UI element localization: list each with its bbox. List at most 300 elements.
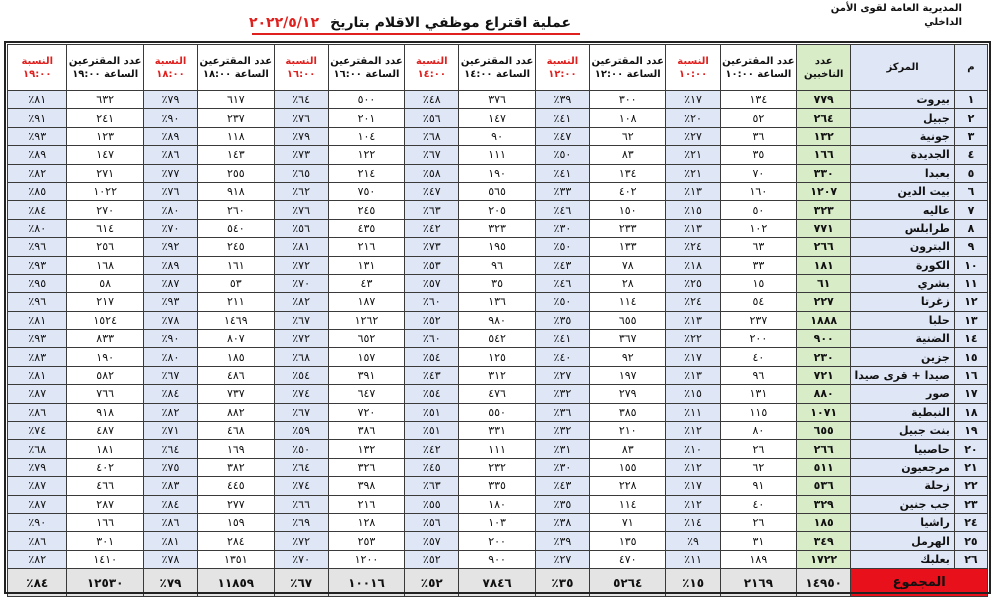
voted-count: ١٤٦٩	[198, 311, 274, 329]
voters-count: ٨٨٠	[797, 385, 851, 403]
voted-count: ٢٤١	[67, 109, 143, 127]
turnout-percent: ٦٨٪	[8, 440, 67, 458]
header-time: الساعة ١٩:٠٠	[72, 68, 139, 80]
organization-line-2: الداخلي	[924, 17, 962, 28]
voted-count: ٤٧٠	[590, 550, 666, 568]
center-name: صور	[851, 385, 955, 403]
turnout-percent: ٤٣٪	[535, 477, 589, 495]
turnout-percent: ٤٦٪	[535, 201, 589, 219]
header-label: عدد المقترعين	[591, 55, 664, 67]
row-index: ٦	[954, 182, 987, 200]
voted-count: ٢٣٢	[459, 458, 535, 476]
table-row	[8, 219, 988, 237]
voters-count: ٥٣٦	[797, 477, 851, 495]
turnout-percent: ٥٣٪	[405, 256, 459, 274]
voted-count: ٢٠١	[328, 109, 404, 127]
voted-count: ٤٦٨	[198, 422, 274, 440]
turnout-percent: ٥٢٪	[405, 550, 459, 568]
voted-count: ٣٥	[459, 274, 535, 292]
voted-count: ١٠٨	[590, 109, 666, 127]
voters-count: ٣٤٩	[797, 532, 851, 550]
voted-count: ١٩٠	[67, 348, 143, 366]
total-row	[8, 569, 988, 597]
row-index: ١٥	[954, 348, 987, 366]
voted-count: ٢٣٧	[720, 311, 796, 329]
voted-count: ٦٥٢	[328, 330, 404, 348]
header-center: المركز	[851, 45, 955, 91]
voted-count: ٧٠	[720, 164, 796, 182]
voters-count: ١٧٢٢	[797, 550, 851, 568]
turnout-percent: ٧٣٪	[405, 238, 459, 256]
header-time: ١٤:٠٠	[417, 68, 446, 80]
turnout-percent: ٤٣٪	[405, 366, 459, 384]
turnout-percent: ٨٧٪	[8, 495, 67, 513]
row-index: ٢٦	[954, 550, 987, 568]
turnout-percent: ٨١٪	[274, 238, 328, 256]
voted-count: ١٠٣	[459, 513, 535, 531]
title-text: عملية اقتراع موظفي الاقلام بتاريخ	[330, 15, 572, 31]
voted-count: ٨٣٣	[67, 330, 143, 348]
voted-count: ٥٣	[198, 274, 274, 292]
turnout-percent: ٧٩٪	[274, 127, 328, 145]
turnout-percent: ٨٢٪	[274, 293, 328, 311]
voted-count: ٦٤٧	[328, 385, 404, 403]
voted-count: ٢٠٥	[459, 201, 535, 219]
table-row	[8, 348, 988, 366]
voted-count: ٥٠	[720, 201, 796, 219]
voters-count: ٢٣٠	[797, 348, 851, 366]
center-name: صيدا + قرى صيدا	[851, 366, 955, 384]
turnout-percent: ٧٧٪	[143, 164, 197, 182]
row-index: ٧	[954, 201, 987, 219]
center-name: مرجعيون	[851, 458, 955, 476]
turnout-percent: ٣٠٪	[535, 458, 589, 476]
center-name: جب جنين	[851, 495, 955, 513]
header-time: الساعة ١٠:٠٠	[725, 68, 792, 80]
center-name: بشري	[851, 274, 955, 292]
voted-count: ٢٠٠	[720, 330, 796, 348]
voted-count: ١١١	[459, 440, 535, 458]
center-name: بعلبك	[851, 550, 955, 568]
table-row	[8, 385, 988, 403]
turnout-percent: ٧٤٪	[274, 477, 328, 495]
turnout-percent: ٩٣٪	[8, 330, 67, 348]
center-name: جونية	[851, 127, 955, 145]
voted-count: ٣٥	[720, 146, 796, 164]
voted-count: ٣٣	[720, 256, 796, 274]
voted-count: ٣٢٦	[328, 458, 404, 476]
header-time: ١٦:٠٠	[286, 68, 316, 80]
table-row	[8, 238, 988, 256]
voted-count: ٧٢٠	[328, 403, 404, 421]
voted-count: ١٥٥	[590, 458, 666, 476]
voted-count: ١٦٠	[720, 182, 796, 200]
title-underline	[252, 33, 580, 35]
voted-count: ٦٣٢	[67, 91, 143, 109]
voted-count: ١١٥	[720, 403, 796, 421]
voted-count: ٧٦٦	[67, 385, 143, 403]
turnout-percent: ٩١٪	[8, 109, 67, 127]
voted-count: ١٤٣	[198, 146, 274, 164]
turnout-percent: ٦٦٪	[274, 495, 328, 513]
voted-count: ١٣١	[328, 256, 404, 274]
turnout-percent: ٨٩٪	[143, 256, 197, 274]
voted-count: ٣٩١	[328, 366, 404, 384]
voted-count: ١٢٥	[459, 348, 535, 366]
turnout-percent: ٦٩٪	[274, 513, 328, 531]
header-label: النسبة	[21, 55, 54, 67]
turnout-percent: ٤٧٪	[535, 127, 589, 145]
row-index: ١٢	[954, 293, 987, 311]
voted-count: ٤٦٦	[67, 477, 143, 495]
voters-count: ٧٧٩	[797, 91, 851, 109]
voted-count: ٣٠٠	[590, 91, 666, 109]
voted-count: ٦٢	[590, 127, 666, 145]
row-index: ٢٢	[954, 477, 987, 495]
voters-count: ٢٦٦	[797, 440, 851, 458]
voted-count: ٢٥٥	[198, 164, 274, 182]
header-time: الساعة ١٦:٠٠	[333, 68, 400, 80]
voted-count: ١٣٥١	[198, 550, 274, 568]
voted-count: ٣٧٦	[459, 91, 535, 109]
turnout-percent: ٦٧٪	[274, 311, 328, 329]
turnout-percent: ٧٨٪	[143, 550, 197, 568]
turnout-percent: ٨٦٪	[8, 403, 67, 421]
table-row	[8, 440, 988, 458]
voted-count: ١٢٨	[328, 513, 404, 531]
organization-name	[831, 2, 962, 30]
row-index: ٢٣	[954, 495, 987, 513]
table-row	[8, 422, 988, 440]
turnout-percent: ٢٤٪	[666, 238, 720, 256]
voted-count: ٥٤٢	[459, 330, 535, 348]
turnout-percent: ٧٦٪	[274, 109, 328, 127]
turnout-percent: ١٢٪	[666, 458, 720, 476]
voted-count: ٤٠٢	[590, 182, 666, 200]
voted-count: ٢٦	[720, 513, 796, 531]
voted-count: ٣٦٧	[590, 330, 666, 348]
center-name: جزين	[851, 348, 955, 366]
table-row	[8, 311, 988, 329]
header-label: النسبة	[677, 55, 709, 67]
voted-count: ١٩٠	[459, 164, 535, 182]
voters-count: ١٦٦	[797, 146, 851, 164]
total-value: ٥٢٪	[405, 569, 459, 597]
row-index: ١٠	[954, 256, 987, 274]
turnout-percent: ٣٢٪	[535, 385, 589, 403]
table-body	[8, 91, 988, 569]
row-index: ١٧	[954, 385, 987, 403]
turnout-percent: ٨٢٪	[8, 550, 67, 568]
turnout-percent: ٤١٪	[535, 164, 589, 182]
turnout-percent: ١٢٪	[666, 495, 720, 513]
table-row	[8, 477, 988, 495]
turnout-percent: ٤٢٪	[405, 440, 459, 458]
voted-count: ١٣٦	[459, 293, 535, 311]
turnout-percent: ٥٠٪	[535, 146, 589, 164]
turnout-percent: ٢٠٪	[666, 109, 720, 127]
turnout-percent: ٤٦٪	[535, 274, 589, 292]
voted-count: ١١٤	[590, 293, 666, 311]
turnout-percent: ٤٧٪	[405, 182, 459, 200]
voted-count: ١٠٢	[720, 219, 796, 237]
turnout-percent: ٣٩٪	[535, 91, 589, 109]
turnout-percent: ٣٠٪	[535, 219, 589, 237]
center-name: بيت الدين	[851, 182, 955, 200]
row-index: ١٩	[954, 422, 987, 440]
turnout-percent: ٦٨٪	[274, 348, 328, 366]
turnout-percent: ١٧٪	[666, 348, 720, 366]
title-date: ٢٠٢٢/٥/١٢	[248, 15, 320, 31]
table-header	[8, 45, 988, 91]
row-index: ٥	[954, 164, 987, 182]
voted-count: ٦١٧	[198, 91, 274, 109]
voted-count: ٢١٠	[590, 422, 666, 440]
turnout-percent: ٧٤٪	[8, 422, 67, 440]
voters-count: ١٢٠٧	[797, 182, 851, 200]
turnout-percent: ٧٠٪	[274, 550, 328, 568]
center-name: الضنية	[851, 330, 955, 348]
voted-count: ١١٤	[590, 495, 666, 513]
turnout-percent: ٨٣٪	[8, 348, 67, 366]
turnout-percent: ٥٧٪	[405, 532, 459, 550]
turnout-percent: ٥٤٪	[405, 348, 459, 366]
voted-count: ٧٥٠	[328, 182, 404, 200]
total-value: ٨٤٪	[8, 569, 67, 597]
voted-count: ١٤٧	[459, 109, 535, 127]
voted-count: ٤٤٥	[198, 477, 274, 495]
voted-count: ٤٣٥	[328, 219, 404, 237]
turnout-percent: ٨١٪	[8, 91, 67, 109]
turnout-percent: ٢٧٪	[535, 550, 589, 568]
header-label: النسبة	[546, 55, 579, 67]
turnout-percent: ٣٢٪	[535, 422, 589, 440]
turnout-percent: ٣٦٪	[535, 403, 589, 421]
center-name: بنت جبيل	[851, 422, 955, 440]
turnout-percent: ٧٤٪	[274, 385, 328, 403]
center-name: طرابلس	[851, 219, 955, 237]
turnout-percent: ٦٢٪	[274, 182, 328, 200]
turnout-percent: ١١٪	[666, 403, 720, 421]
header-label: النسبة	[154, 55, 187, 67]
turnout-percent: ٦٥٪	[274, 164, 328, 182]
voted-count: ٢٨٧	[67, 495, 143, 513]
turnout-percent: ٢٤٪	[666, 293, 720, 311]
center-name: الجديدة	[851, 146, 955, 164]
voted-count: ١٨٧	[328, 293, 404, 311]
turnout-percent: ١٨٪	[666, 256, 720, 274]
voted-count: ٨٣	[590, 146, 666, 164]
header-count-1000	[720, 45, 796, 91]
voted-count: ٢١٤	[328, 164, 404, 182]
turnout-percent: ٣٣٪	[535, 182, 589, 200]
voters-count: ١٨٨٨	[797, 311, 851, 329]
header-pct-1200	[535, 45, 589, 91]
voted-count: ٧٨	[590, 256, 666, 274]
header-time: الساعة ١٤:٠٠	[464, 68, 531, 80]
turnout-percent: ٩٣٪	[143, 293, 197, 311]
turnout-percent: ٦٤٪	[143, 440, 197, 458]
voters-count: ٢٢٧	[797, 293, 851, 311]
turnout-percent: ٦٧٪	[143, 366, 197, 384]
turnout-percent: ٧٩٪	[143, 91, 197, 109]
turnout-percent: ٨٩٪	[143, 127, 197, 145]
header-label: النسبة	[285, 55, 317, 67]
header-pct-1900	[8, 45, 67, 91]
voted-count: ٢٠٠	[459, 532, 535, 550]
table-row	[8, 91, 988, 109]
voted-count: ٨٠٧	[198, 330, 274, 348]
voted-count: ٩٦	[459, 256, 535, 274]
turnout-percent: ٨٠٪	[8, 219, 67, 237]
total-value: ٦٧٪	[274, 569, 328, 597]
center-name: الهرمل	[851, 532, 955, 550]
header-index: م	[954, 45, 987, 91]
turnout-percent: ٣١٪	[535, 440, 589, 458]
row-index: ١٨	[954, 403, 987, 421]
turnout-percent: ٩٦٪	[8, 238, 67, 256]
voted-count: ٢٧١	[67, 164, 143, 182]
header-time: الساعة ١٢:٠٠	[594, 68, 661, 80]
voters-count: ٣٢٣	[797, 201, 851, 219]
voted-count: ٤٧٦	[459, 385, 535, 403]
voted-count: ٢٤٥	[328, 201, 404, 219]
header-time: ١٠:٠٠	[678, 68, 708, 80]
row-index: ٢١	[954, 458, 987, 476]
turnout-percent: ٥٧٪	[405, 274, 459, 292]
voted-count: ١٣٢	[328, 440, 404, 458]
turnout-percent: ٧٠٪	[143, 219, 197, 237]
voted-count: ١٨١	[67, 440, 143, 458]
turnout-percent: ١٣٪	[666, 219, 720, 237]
voted-count: ١٣٥	[590, 532, 666, 550]
table-row	[8, 293, 988, 311]
voted-count: ٩٨٠	[459, 311, 535, 329]
voted-count: ١٣٤	[590, 164, 666, 182]
center-name: البترون	[851, 238, 955, 256]
voted-count: ٣١٢	[459, 366, 535, 384]
voted-count: ١٠٤	[328, 127, 404, 145]
voted-count: ٢٧٩	[590, 385, 666, 403]
turnout-percent: ٨٣٪	[143, 477, 197, 495]
voted-count: ٩١	[720, 477, 796, 495]
total-value: ١١٨٥٩	[198, 569, 274, 597]
turnout-percent: ٩٪	[666, 532, 720, 550]
turnout-percent: ٩٠٪	[143, 330, 197, 348]
turnout-percent: ٧٠٪	[274, 274, 328, 292]
voted-count: ٤٠	[720, 348, 796, 366]
turnout-percent: ٦٣٪	[405, 477, 459, 495]
turnout-percent: ٩٦٪	[8, 293, 67, 311]
turnout-percent: ٥١٪	[405, 422, 459, 440]
voted-count: ٦٥٥	[590, 311, 666, 329]
table-row	[8, 495, 988, 513]
header-voters	[797, 45, 851, 91]
row-index: ٢٠	[954, 440, 987, 458]
voted-count: ٥٦٥	[459, 182, 535, 200]
turnout-percent: ٨٦٪	[8, 532, 67, 550]
voted-count: ٣٨٦	[328, 422, 404, 440]
voted-count: ٣٨٢	[198, 458, 274, 476]
voters-count: ٣٣٠	[797, 164, 851, 182]
turnout-percent: ٣٨٪	[535, 513, 589, 531]
row-index: ١٤	[954, 330, 987, 348]
header-label: عدد المقترعين	[722, 55, 795, 67]
voted-count: ٨٨٢	[198, 403, 274, 421]
turnout-percent: ٤١٪	[535, 109, 589, 127]
voted-count: ٢٨٤	[198, 532, 274, 550]
turnout-percent: ١١٪	[666, 550, 720, 568]
voted-count: ٣٠١	[67, 532, 143, 550]
center-name: راشيا	[851, 513, 955, 531]
table-row	[8, 182, 988, 200]
turnout-percent: ٥١٪	[405, 403, 459, 421]
turnout-percent: ٧٢٪	[274, 330, 328, 348]
header-voters-line-1: عدد	[814, 55, 833, 67]
turnout-percent: ٤٥٪	[405, 458, 459, 476]
turnout-percent: ٣٥٪	[535, 311, 589, 329]
voters-count: ٥١١	[797, 458, 851, 476]
table-row	[8, 330, 988, 348]
voted-count: ٣٩٨	[328, 477, 404, 495]
total-value: ٥٢٦٤	[590, 569, 666, 597]
turnout-percent: ٦٠٪	[405, 330, 459, 348]
table-row	[8, 513, 988, 531]
turnout-percent: ١٥٪	[666, 201, 720, 219]
voted-count: ٦١٤	[67, 219, 143, 237]
center-name: بعبدا	[851, 164, 955, 182]
voters-count: ٩٠٠	[797, 330, 851, 348]
turnout-percent: ١٤٪	[666, 513, 720, 531]
turnout-percent: ٨٠٪	[143, 348, 197, 366]
voted-count: ٢٦٠	[198, 201, 274, 219]
turnout-percent: ٥٩٪	[274, 422, 328, 440]
table-row	[8, 458, 988, 476]
organization-line-1: المديرية العامة لقوى الأمن	[830, 3, 962, 14]
turnout-percent: ٩٢٪	[143, 238, 197, 256]
header-count-1600	[328, 45, 404, 91]
voted-count: ٢١٦	[328, 495, 404, 513]
turnout-percent: ٨١٪	[8, 366, 67, 384]
turnout-percent: ٧٥٪	[143, 458, 197, 476]
voted-count: ٣٣١	[459, 422, 535, 440]
voted-count: ١١١	[459, 146, 535, 164]
turnout-percent: ٩٠٪	[143, 109, 197, 127]
turnout-percent: ٤٠٪	[535, 348, 589, 366]
turnout-percent: ٤٢٪	[405, 219, 459, 237]
voted-count: ٣٢٣	[459, 219, 535, 237]
turnout-percent: ٦٤٪	[274, 91, 328, 109]
turnout-percent: ٨٤٪	[8, 201, 67, 219]
turnout-percent: ٨١٪	[8, 311, 67, 329]
voted-count: ١٦٨	[67, 256, 143, 274]
center-name: بيروت	[851, 91, 955, 109]
voted-count: ٢٥٦	[67, 238, 143, 256]
header-count-1400	[459, 45, 535, 91]
voted-count: ٤٠٢	[67, 458, 143, 476]
table-row	[8, 109, 988, 127]
voted-count: ٢٧٧	[198, 495, 274, 513]
header-pct-1600	[274, 45, 328, 91]
header-count-1800	[198, 45, 274, 91]
header-label: عدد المقترعين	[330, 55, 403, 67]
row-index: ١٦	[954, 366, 987, 384]
turnout-percent: ٨٢٪	[143, 403, 197, 421]
turnout-percent: ٢١٪	[666, 164, 720, 182]
voted-count: ٢٥٣	[328, 532, 404, 550]
turnout-percent: ٨٤٪	[143, 495, 197, 513]
voted-count: ١٥٧	[328, 348, 404, 366]
